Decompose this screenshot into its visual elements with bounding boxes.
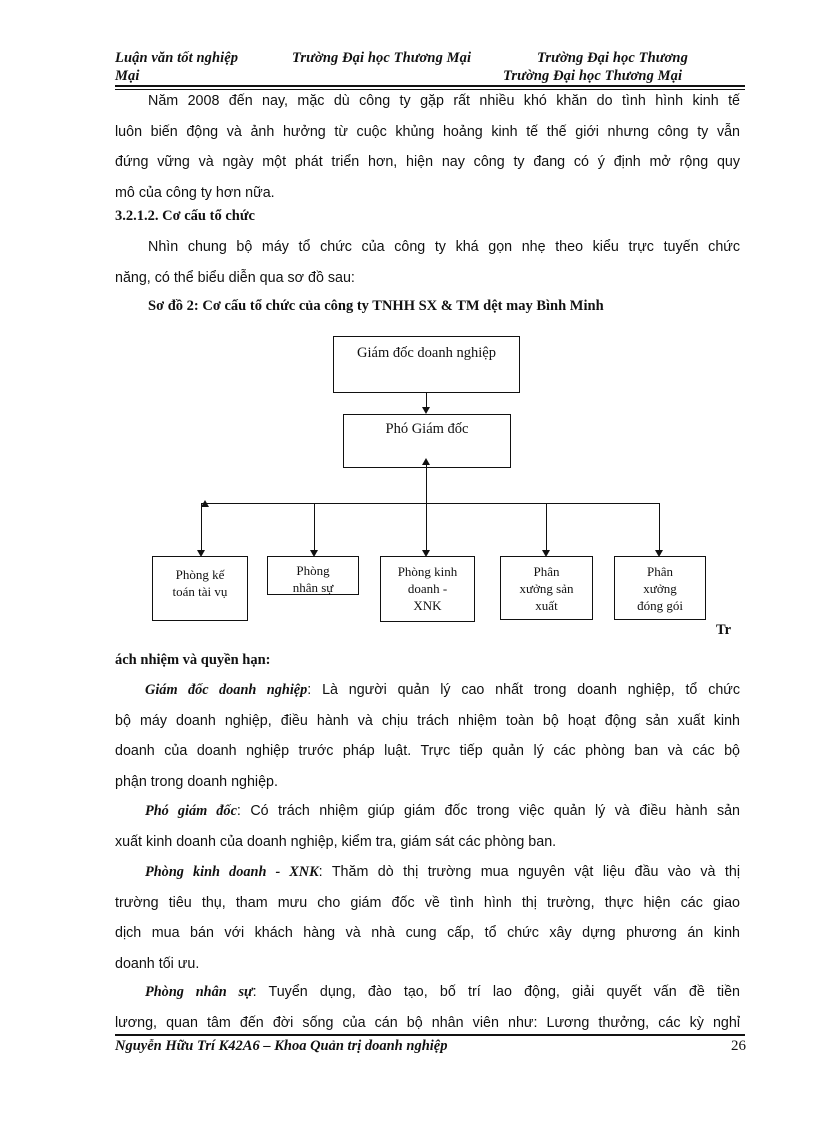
- text-line: dịch mua bán với khách hàng và nhà cung cấp, tổ chức xây dựng phương án kinh: [115, 925, 740, 941]
- horizontal-connector: [201, 503, 659, 504]
- header-fragment: Mại: [115, 68, 140, 84]
- footer-author: Nguyễn Hữu Trí K42A6 – Khoa Quản trị doanh nghiệp: [115, 1038, 448, 1054]
- text-line: Năm 2008 đến nay, mặc dù công ty gặp rất nhiều khó khăn do tình hình kinh tế: [148, 93, 740, 109]
- dept-label-line: Phân: [647, 564, 673, 579]
- text-line: xuất kinh doanh của doanh nghiệp, kiểm tra, giám sát các phòng ban.: [115, 833, 557, 850]
- connector-line: [426, 464, 427, 504]
- page-number: 26: [731, 1038, 746, 1054]
- dept-label-line: toán tài vụ: [172, 584, 228, 599]
- branch-line: [426, 503, 427, 555]
- dept-label-line: Phòng: [296, 563, 330, 578]
- branch-line: [314, 503, 315, 555]
- role-label: Phòng nhân sự: [145, 984, 253, 1000]
- role-ceo: [115, 675, 740, 797]
- text-line: lương, quan tâm đến đời sống của cán bộ nhân viên như: Lương thưởng, các kỳ nghỉ: [115, 1014, 740, 1031]
- text-line: bộ máy doanh nghiệp, điều hành và chịu trách nhiệm toàn bộ hoạt động sản xuất kinh: [115, 712, 740, 729]
- text-fragment-tr: Tr: [716, 622, 732, 638]
- arrow-down-icon: [422, 407, 430, 414]
- text-line: luôn biến động và ảnh hưởng từ cuộc khủng hoảng kinh tế thế giới nhưng công ty vẫn: [115, 123, 740, 140]
- dept-label-line: xưởng: [643, 581, 677, 596]
- dept-label-line: Phòng kế: [175, 567, 225, 582]
- text-line: phận trong doanh nghiệp.: [115, 773, 278, 790]
- ceo-box: Giám đốc doanh nghiệp: [333, 336, 520, 393]
- role-text: : Có trách nhiệm giúp giám đốc trong việc quản lý và điều hành sản: [236, 803, 741, 819]
- text-line: năng, có thể biểu diễn qua sơ đồ sau:: [115, 269, 355, 286]
- text-line: doanh tối ưu.: [115, 955, 200, 972]
- diagram-caption: Sơ đồ 2: Cơ cấu tổ chức của công ty TNHH SX & TM dệt may Bình Minh: [148, 298, 604, 314]
- dept-box-packaging: [614, 556, 706, 620]
- role-label: Giám đốc doanh nghiệp: [145, 682, 308, 698]
- dept-label-line: đóng gói: [637, 598, 683, 613]
- text-line: [115, 796, 740, 827]
- dept-label-line: xuất: [535, 598, 558, 613]
- role-hr-dept: [115, 977, 740, 1038]
- dept-label-line: doanh -: [407, 581, 448, 596]
- role-deputy: [115, 796, 740, 857]
- dept-label-line: nhân sự: [292, 580, 334, 595]
- text-line: [115, 857, 740, 888]
- text-line: trường tiêu thụ, tham mưu cho giám đốc về tình hình thị trường, thực hiện các giao: [115, 894, 740, 911]
- text-line: mô của công ty hơn nữa.: [115, 184, 275, 201]
- branch-line: [201, 503, 202, 555]
- text-line: [115, 977, 740, 1008]
- text-line: đứng vững và ngày một phát triển hơn, hiện nay công ty đang có ý định mở rộng quy: [115, 154, 740, 170]
- text-line: doanh của doanh nghiệp trước pháp luật. Trực tiếp quản lý các phòng ban và các bộ: [115, 743, 740, 759]
- running-header: [115, 50, 745, 68]
- role-label: Phó giám đốc: [145, 803, 237, 819]
- branch-line: [546, 503, 547, 555]
- header-university-3: Trường Đại học Thương Mại: [503, 68, 683, 84]
- header-thesis-label: Luận văn tốt nghiệp: [115, 50, 239, 66]
- dept-label-line: XNK: [413, 598, 442, 613]
- dept-label-line: Phòng kinh: [397, 564, 458, 579]
- section-paragraph: [115, 232, 740, 293]
- running-header-line2: [115, 68, 745, 86]
- header-university-1: Trường Đại học Thương Mại: [292, 50, 472, 66]
- dept-box-business: [380, 556, 475, 622]
- branch-line: [659, 503, 660, 555]
- header-university-2: Trường Đại học Thương: [537, 50, 688, 66]
- dept-label-line: xưởng sản: [519, 581, 574, 596]
- dept-box-hr: [267, 556, 359, 595]
- dept-label-line: Phân: [533, 564, 560, 579]
- role-label: Phòng kinh doanh - XNK: [145, 864, 319, 880]
- dept-box-production: [500, 556, 593, 620]
- responsibilities-heading: ách nhiệm và quyền hạn:: [115, 652, 271, 668]
- text-line: [115, 675, 740, 706]
- section-heading: 3.2.1.2. Cơ cấu tổ chức: [115, 208, 255, 224]
- deputy-director-box: Phó Giám đốc: [343, 414, 511, 468]
- role-text: : Thăm dò thị trường mua nguyên vật liệu đầu vào và thị: [318, 864, 740, 880]
- text-line: Nhìn chung bộ máy tổ chức của công ty khá gọn nhẹ theo kiểu trực tuyến chức: [148, 239, 740, 255]
- dept-box-accounting: [152, 556, 248, 621]
- role-business-dept: [115, 857, 740, 979]
- arrow-up-icon: [201, 500, 209, 507]
- role-text: : Tuyển dụng, đào tạo, bố trí lao động, giải quyết vấn đề tiền: [252, 984, 740, 1000]
- intro-paragraph: [115, 86, 740, 208]
- role-text: : Là người quản lý cao nhất trong doanh nghiệp, tổ chức: [307, 682, 741, 698]
- footer-rule: [115, 1034, 745, 1036]
